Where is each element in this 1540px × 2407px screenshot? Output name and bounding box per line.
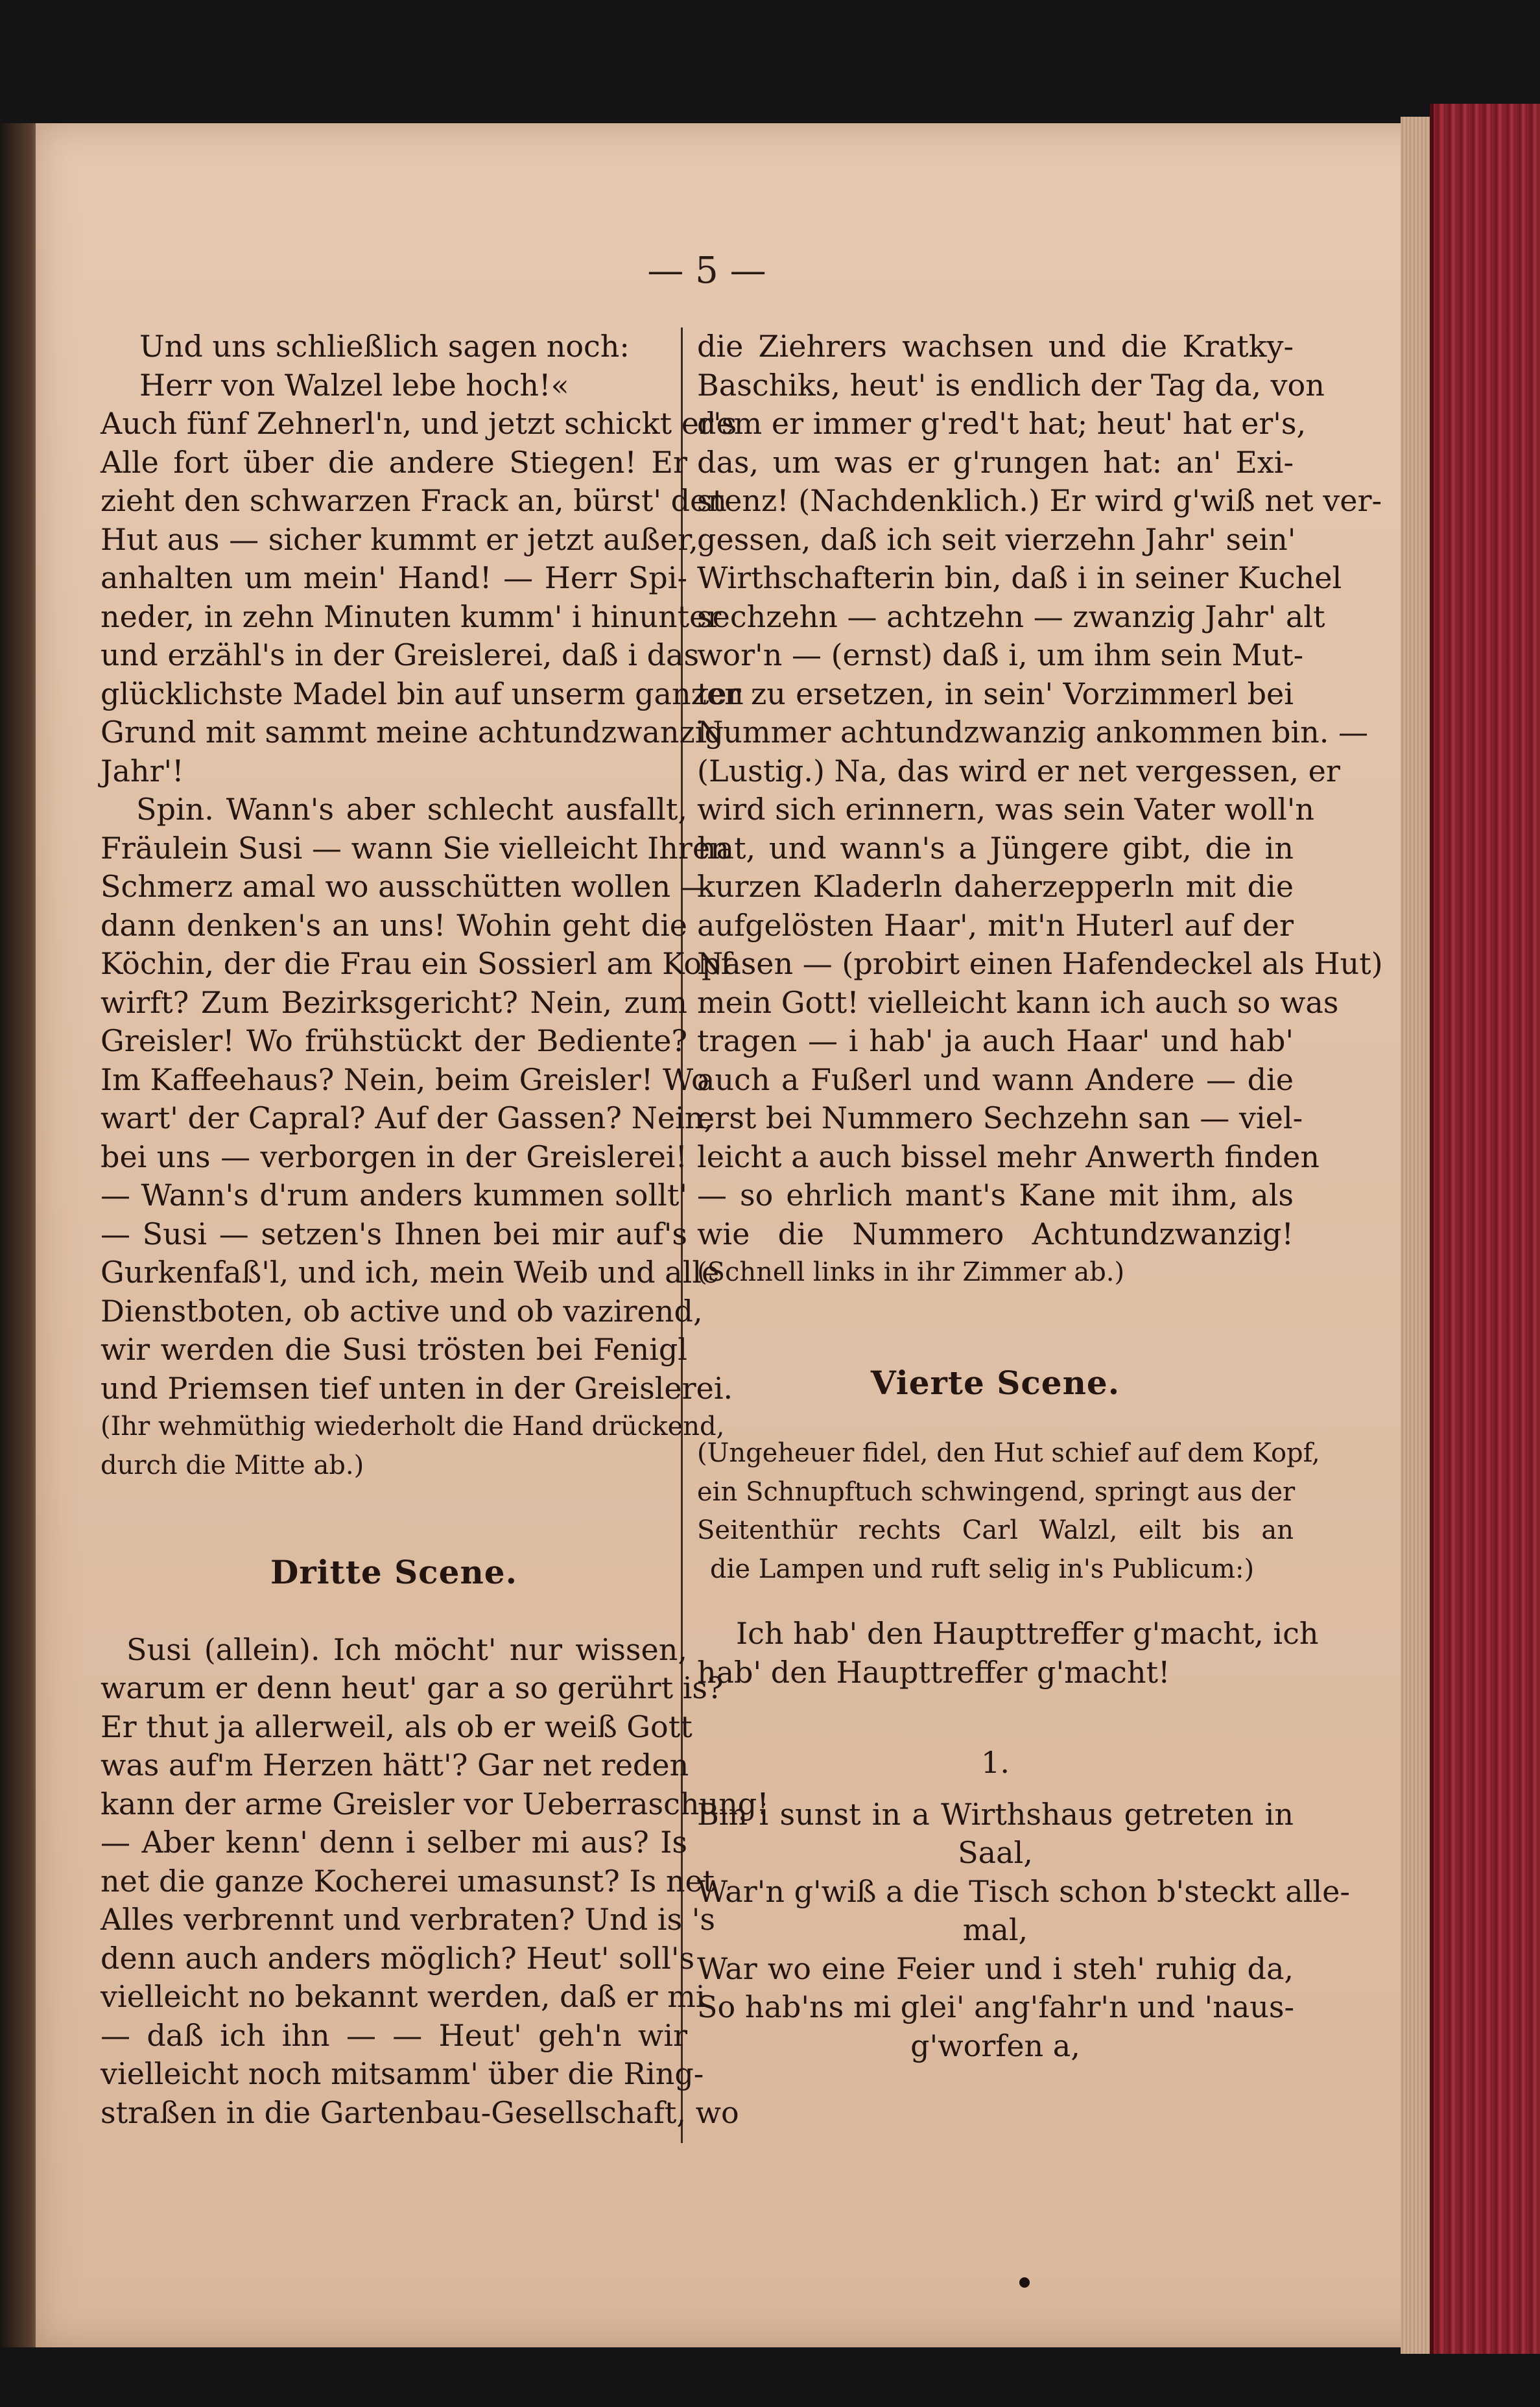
stage-direction-line: ein Schnupftuch schwingend, springt aus der	[697, 1476, 1296, 1507]
text-line: mein Gott! vielleicht kann ich auch so was	[697, 984, 1339, 1020]
text-line: aufgelösten Haar', mit'n Huterl auf der	[697, 907, 1294, 943]
text-line: sechzehn — achtzehn — zwanzig Jahr' alt	[697, 599, 1325, 634]
text-line: net die ganze Kocherei umasunst? Is net	[101, 1863, 715, 1899]
text-line: die Ziehrers wachsen und die Kratky-	[697, 329, 1294, 364]
stage-direction-line: durch die Mitte ab.)	[101, 1450, 364, 1480]
text-line: gessen, daß ich seit vierzehn Jahr' sein'	[697, 521, 1296, 557]
verse-number: 1.	[981, 1745, 1010, 1780]
text-line: vielleicht no bekannt werden, daß er mi	[101, 1979, 705, 2014]
page-number: — 5 —	[647, 250, 766, 292]
text-line: Fräulein Susi — wann Sie vielleicht Ihren	[101, 830, 729, 866]
text-line: Nummer achtundzwanzig ankommen bin. —	[697, 715, 1368, 750]
text-line: zieht den schwarzen Frack an, bürst' den	[101, 483, 727, 518]
text-line: neder, in zehn Minuten kumm' i hinunter	[101, 599, 722, 634]
text-line: vielleicht noch mitsamm' über die Ring-	[101, 2056, 704, 2091]
spacer	[697, 1292, 1294, 1364]
spacer	[697, 1783, 1294, 1796]
text-line: Köchin, der die Frau ein Sossierl am Kopf	[101, 946, 732, 981]
stage-direction-line: Seitenthür rechts Carl Walzl, eilt bis an	[697, 1515, 1294, 1545]
text-line: Greisler! Wo frühstückt der Bediente?	[101, 1023, 687, 1058]
text-line: denn auch anders möglich? Heut' soll's	[101, 1940, 695, 1976]
text-line: Auch fünf Zehnerl'n, und jetzt schickt er's	[101, 406, 737, 441]
stage-direction-line: (Schnell links in ihr Zimmer ab.)	[697, 1257, 1125, 1287]
text-line: tragen — i hab' ja auch Haar' und hab'	[697, 1023, 1294, 1058]
left-column	[101, 327, 769, 2132]
text-line: ter zu ersetzen, in sein' Vorzimmerl bei	[697, 676, 1294, 711]
text-line: Wirthschafterin bin, daß i in seiner Kuchel	[697, 560, 1342, 595]
text-line: anhalten um mein' Hand! — Herr Spi-	[101, 560, 687, 595]
text-line: Im Kaffeehaus? Nein, beim Greisler! Wo	[101, 1061, 709, 1097]
text-line: Baschiks, heut' is endlich der Tag da, von	[697, 367, 1325, 403]
text-line: warum er denn heut' gar a so gerührt is?	[101, 1670, 724, 1705]
text-line: auch a Fußerl und wann Andere — die	[697, 1061, 1294, 1097]
text-line: — Aber kenn' denn i selber mi aus? Is	[101, 1825, 687, 1860]
text-line: wird sich erinnern, was sein Vater woll'n	[697, 792, 1315, 827]
text-line: und erzähl's in der Greislerei, daß i das	[101, 637, 700, 672]
text-line: bei uns — verborgen in der Greislerei!	[101, 1139, 687, 1174]
text-line: stenz! (Nachdenklich.) Er wird g'wiß net ver-	[697, 483, 1382, 518]
text-line: Dienstboten, ob active und ob vazirend,	[101, 1293, 703, 1329]
text-line: Nasen — (probirt einen Hafendeckel als Hut)	[697, 946, 1383, 981]
stage-direction-line: die Lampen und ruft selig in's Publicum:)	[710, 1554, 1255, 1584]
text-line: — Wann's d'rum anders kummen sollt'	[101, 1178, 687, 1213]
spacer	[697, 1402, 1294, 1434]
text-line: das, um was er g'rungen hat: an' Exi-	[697, 444, 1294, 480]
verse-line: War'n g'wiß a die Tisch schon b'steckt alle-	[697, 1873, 1350, 1909]
verse-line: So hab'ns mi glei' ang'fahr'n und 'naus-	[697, 1989, 1295, 2024]
text-line: wirft? Zum Bezirksgericht? Nein, zum	[101, 984, 687, 1020]
text-line: kurzen Kladerln daherzepperln mit die	[697, 869, 1294, 904]
scene-heading-vierte: Vierte Scene.	[870, 1363, 1120, 1402]
scene-heading-dritte: Dritte Scene.	[270, 1553, 518, 1591]
text-line: erst bei Nummero Sechzehn san — viel-	[697, 1100, 1303, 1135]
text-line: Und uns schließlich sagen noch:	[139, 329, 630, 364]
text-line: wir werden die Susi trösten bei Fenigl	[101, 1332, 687, 1367]
text-line: (Lustig.) Na, das wird er net vergessen, er	[697, 753, 1340, 788]
text-line: Schmerz amal wo ausschütten wollen —	[101, 869, 710, 904]
spacer	[101, 1485, 687, 1553]
verse-line: War wo eine Feier und i steh' ruhig da,	[697, 1950, 1294, 1986]
text-line: Susi (allein). Ich möcht' nur wissen,	[126, 1631, 687, 1667]
verse-line: Bin i sunst in a Wirthshaus getreten in	[697, 1796, 1294, 1832]
spacer	[697, 1692, 1294, 1744]
text-line: glücklichste Madel bin auf unserm ganzen	[101, 676, 744, 711]
text-line: was auf'm Herzen hätt'? Gar net reden	[101, 1748, 689, 1783]
text-line: dann denken's an uns! Wohin geht die	[101, 907, 687, 943]
text-line: und Priemsen tief unten in der Greislerei.	[101, 1370, 733, 1406]
speech-line: Ich hab' den Haupttreffer g'macht, ich	[736, 1616, 1319, 1651]
verse-line: g'worfen a,	[910, 2028, 1080, 2063]
stage-direction-line: (Ungeheuer fidel, den Hut schief auf dem Kopf,	[697, 1438, 1320, 1468]
text-line: Jahr'!	[101, 753, 184, 788]
verse-line: Saal,	[958, 1835, 1033, 1870]
text-line: Spin. Wann's aber schlecht ausfallt,	[136, 792, 687, 827]
text-line: Er thut ja allerweil, als ob er weiß Gott	[101, 1709, 693, 1744]
text-line: Gurkenfaß'l, und ich, mein Weib und alle	[101, 1255, 720, 1290]
text-line: dem er immer g'red't hat; heut' hat er's,	[697, 406, 1307, 441]
text-line: kann der arme Greisler vor Ueberraschung!	[101, 1786, 769, 1821]
text-line: wart' der Capral? Auf der Gassen? Nein,	[101, 1100, 714, 1135]
text-line: — so ehrlich mant's Kane mit ihm, als	[697, 1178, 1294, 1213]
text-line: — Susi — setzen's Ihnen bei mir auf's	[101, 1216, 687, 1251]
book-cover-edge	[1430, 104, 1540, 2354]
spacer	[697, 1589, 1294, 1615]
speech-line: hab' den Haupttreffer g'macht!	[697, 1654, 1170, 1690]
text-line: Grund mit sammt meine achtundzwanzig	[101, 715, 724, 750]
text-line: Alles verbrennt und verbraten? Und is 's	[101, 1902, 715, 1937]
text-line: Herr von Walzel lebe hoch!«	[139, 367, 569, 403]
spacer	[101, 1592, 687, 1631]
stage-direction-line: (Ihr wehmüthig wiederholt die Hand drückend,	[101, 1412, 725, 1441]
text-line: wie die Nummero Achtundzwanzig!	[697, 1216, 1294, 1251]
text-line: — daß ich ihn — — Heut' geh'n wir	[101, 2017, 687, 2053]
text-line: leicht a auch bissel mehr Anwerth finden	[697, 1139, 1320, 1174]
text-line: straßen in die Gartenbau-Gesellschaft, wo	[101, 2094, 739, 2130]
text-line: hat, und wann's a Jüngere gibt, die in	[697, 830, 1294, 866]
right-column	[697, 327, 1383, 2065]
text-line: wor'n — (ernst) daß i, um ihm sein Mut-	[697, 637, 1304, 672]
ink-dot	[1019, 2277, 1030, 2288]
text-line: Alle fort über die andere Stiegen! Er	[101, 444, 687, 480]
verse-line: mal,	[962, 1912, 1028, 1947]
text-line: Hut aus — sicher kummt er jetzt außer,	[101, 521, 698, 557]
